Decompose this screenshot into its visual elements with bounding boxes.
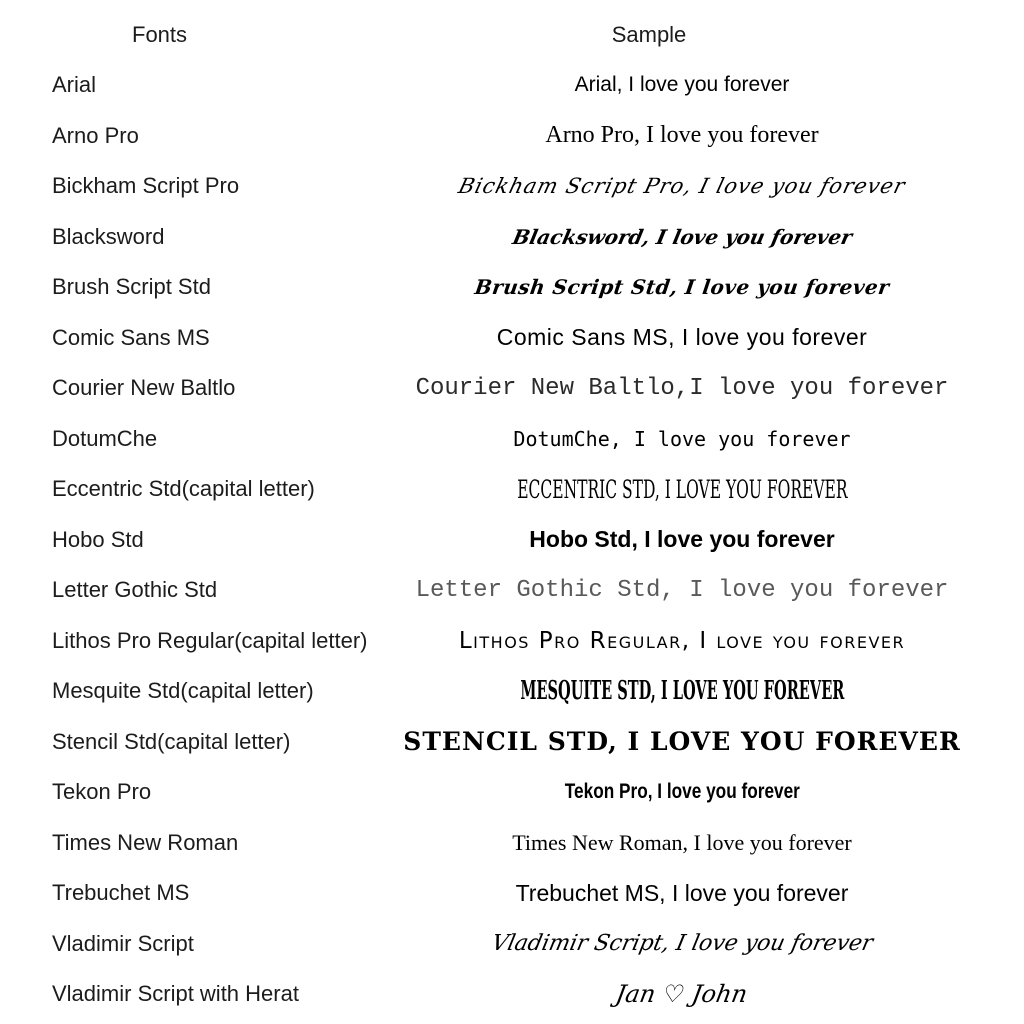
font-name-label: Vladimir Script with Herat — [52, 981, 299, 1007]
font-sample-cell — [420, 830, 944, 856]
font-sample-cell — [420, 122, 944, 149]
font-sample-text: Arno Pro, I love you forever — [545, 122, 819, 149]
table-row — [0, 515, 1024, 566]
font-sample-text: Jan ♡ John — [613, 980, 751, 1009]
font-name-label: Eccentric Std(capital letter) — [52, 476, 315, 502]
font-name-label: Mesquite Std(capital letter) — [52, 678, 314, 704]
table-row — [0, 666, 1024, 717]
table-row — [0, 868, 1024, 919]
font-sample-text: ECCENTRIC STD, I LOVE YOU FOREVER — [516, 474, 848, 504]
font-sample-cell — [420, 931, 944, 956]
table-row — [0, 565, 1024, 616]
font-sample-cell — [420, 427, 944, 451]
font-name-label: Letter Gothic Std — [52, 577, 218, 603]
table-row — [0, 161, 1024, 212]
font-sample-cell — [420, 526, 944, 553]
font-sample-cell — [415, 576, 949, 604]
table-row — [0, 313, 1024, 364]
table-row — [0, 767, 1024, 818]
font-sample-text: DotumChe, I love you forever — [513, 426, 851, 451]
font-sample-text: Times New Roman, I love you forever — [512, 829, 852, 855]
font-name-label: Lithos Pro Regular(capital letter) — [52, 627, 368, 653]
table-rows — [0, 60, 1024, 1020]
table-row — [0, 717, 1024, 768]
font-name-label: Blacksword — [52, 223, 165, 249]
font-name-label: Vladimir Script — [52, 930, 194, 956]
table-row — [0, 919, 1024, 970]
font-sample-cell — [420, 275, 944, 299]
table-row — [0, 616, 1024, 667]
fonts-column-header: Fonts — [132, 22, 188, 47]
sample-column-header-cell — [420, 22, 878, 48]
table-header-row — [0, 10, 1024, 60]
font-name-label: Bickham Script Pro — [52, 173, 240, 199]
table-row — [0, 414, 1024, 465]
font-sample-text: Brush Script Std, I love you forever — [473, 275, 891, 300]
font-sample-cell — [420, 980, 944, 1008]
font-sample-cell — [420, 780, 944, 804]
font-name-label: Stencil Std(capital letter) — [52, 728, 291, 754]
font-name-label: Courier New Baltlo — [52, 375, 236, 401]
font-name-label: Comic Sans MS — [52, 324, 210, 350]
font-sample-text: Tekon Pro, I love you forever — [564, 780, 800, 804]
font-name-label: Arno Pro — [52, 122, 139, 148]
font-sample-cell — [420, 324, 944, 351]
font-sample-text: Lithos Pro Regular, I love you forever — [458, 627, 906, 654]
font-name-label: Tekon Pro — [52, 779, 152, 805]
font-sample-text: STENCIL STD, I LOVE YOU FOREVER — [403, 727, 961, 757]
font-sample-cell — [420, 880, 944, 907]
table-row — [0, 464, 1024, 515]
font-sample-text: Blacksword, I love you forever — [509, 224, 854, 249]
font-sample-text: Vladimir Script, I love you forever — [489, 931, 875, 957]
font-name-label: Times New Roman — [52, 829, 239, 855]
table-row — [0, 969, 1024, 1020]
font-sample-text: MESQUITE STD, I LOVE YOU FOREVER — [519, 676, 845, 707]
font-sample-text: Letter Gothic Std, I love you forever — [415, 576, 949, 604]
sample-column-header: Sample — [611, 22, 687, 47]
table-row — [0, 60, 1024, 111]
table-row — [0, 363, 1024, 414]
font-sample-cell — [420, 73, 944, 97]
font-sample-text: Courier New Baltlo,I love you forever — [415, 374, 949, 402]
font-sample-cell — [420, 225, 944, 249]
font-name-label: Arial — [52, 72, 97, 98]
font-sample-cell — [420, 174, 944, 198]
table-row — [0, 212, 1024, 263]
font-name-label: Brush Script Std — [52, 274, 211, 300]
font-sample-cell — [403, 727, 961, 757]
font-sample-cell — [420, 676, 944, 706]
font-name-label: DotumChe — [52, 425, 158, 451]
font-sample-text: Trebuchet MS, I love you forever — [515, 879, 849, 906]
font-sample-text: Hobo Std, I love you forever — [529, 526, 835, 553]
font-sample-cell — [415, 374, 949, 402]
table-row — [0, 818, 1024, 869]
font-name-label: Hobo Std — [52, 526, 144, 552]
font-sample-text: Comic Sans MS, I love you forever — [496, 324, 868, 351]
table-row — [0, 111, 1024, 162]
font-sample-text: Bickham Script Pro, I love you forever — [455, 174, 909, 199]
table-row — [0, 262, 1024, 313]
font-sample-cell — [420, 628, 944, 654]
font-name-label: Trebuchet MS — [52, 880, 190, 906]
font-sample-text: Arial, I love you forever — [574, 73, 790, 97]
font-sample-cell — [420, 475, 944, 504]
